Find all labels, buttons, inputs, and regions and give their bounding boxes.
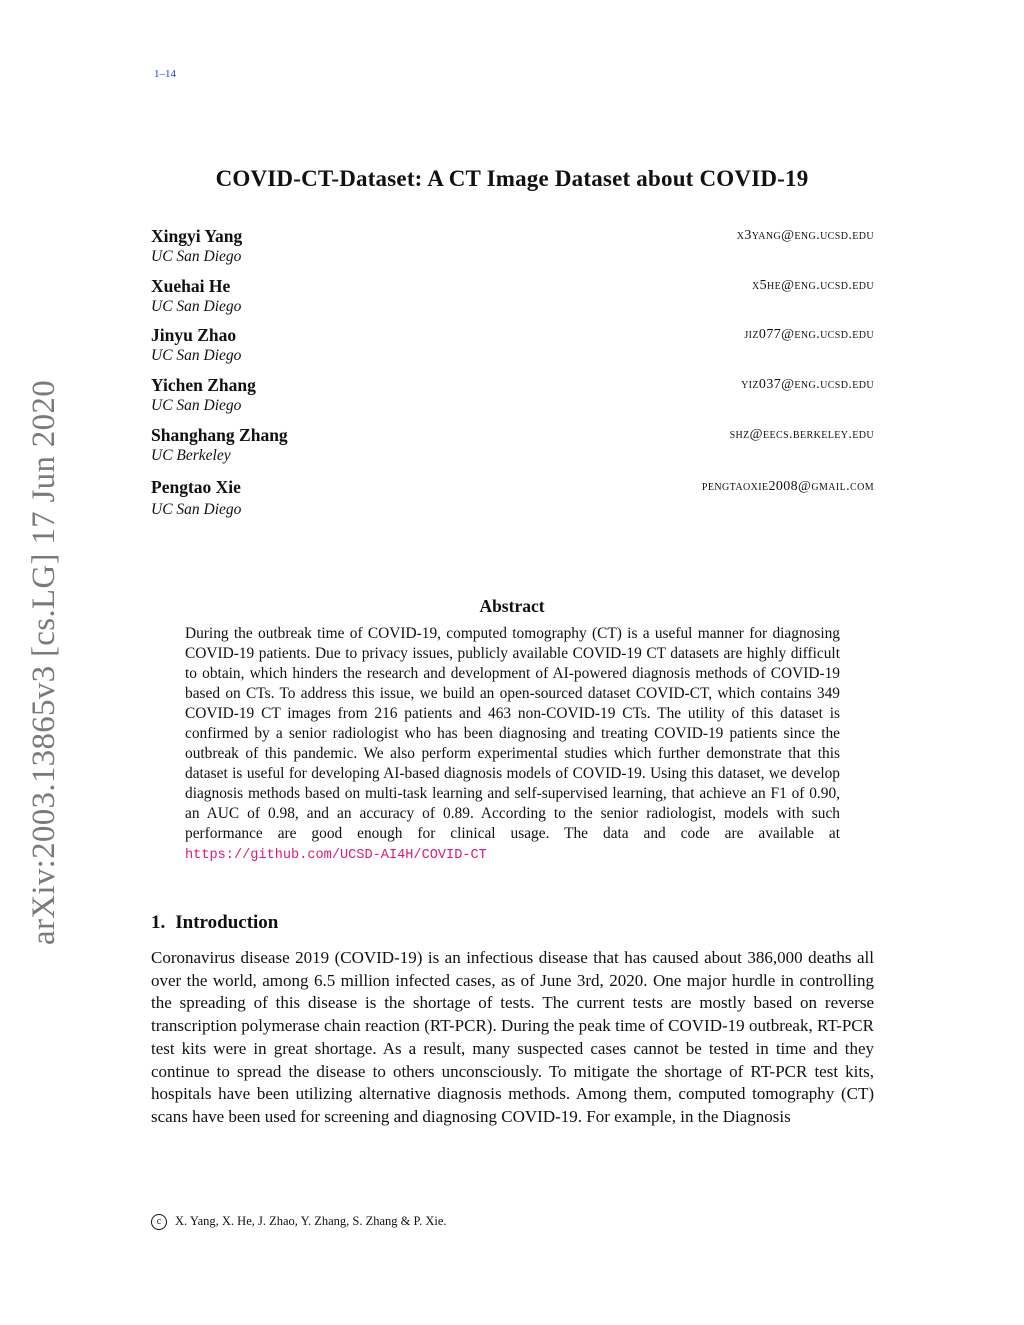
author-email: pengtaoxie2008@gmail.com (701, 479, 874, 494)
abstract-text: During the outbreak time of COVID-19, computed tomography (CT) is a useful manner for diagnosing COVID-19 patients. Due to privacy issues, publicly available COVID-19 CT datasets are highly difficult to obtain, which hinders the research and development of AI-powered diagnosis methods of COVID-19 based on CTs. To address this issue, we build an open-sourced dataset COVID-CT, which contains 349 COVID-19 CT images from 216 patients and 463 non-COVID-19 CTs. The utility of this dataset is confirmed by a senior radiologist who has been diagnosing and treating COVID-19 patients since the outbreak of this pandemic. We also perform experimental studies which further demonstrate that this dataset is useful for developing AI-based diagnosis models of COVID-19. Using this dataset, we develop diagnosis methods based on multi-task learning and self-supervised learning, that achieve an F1 of 0.90, an AUC of 0.98, and an accuracy of 0.89. According to the senior radiologist, models with such performance are good enough for clinical usage. The data and code are available at (185, 625, 840, 842)
author-name: Pengtao Xie (151, 477, 241, 497)
author-name: Yichen Zhang (151, 375, 256, 395)
arxiv-identifier: arXiv:2003.13865v3 [cs.LG] 17 Jun 2020 (26, 379, 62, 945)
author-block (151, 226, 874, 270)
page-range: 1–14 (154, 68, 176, 80)
author-name: Xingyi Yang (151, 226, 243, 246)
author-block (151, 325, 874, 369)
author-name: Shanghang Zhang (151, 425, 288, 445)
section-number: 1. (151, 912, 166, 933)
section-heading (151, 912, 278, 934)
author-block (151, 477, 874, 521)
author-email: yiz037@eng.ucsd.edu (741, 377, 874, 392)
introduction-text: Coronavirus disease 2019 (COVID-19) is an infectious disease that has caused about 386,000 deaths all over the world, among 6.5 million infected cases, as of June 3rd, 2020. One major hurdle in controlling the spreading of this disease is the shortage of tests. The current tests are mostly based on reverse transcription polymerase chain reaction (RT-PCR). During the peak time of COVID-19 outbreak, RT-PCR test kits were in great shortage. As a result, many suspected cases cannot be tested in time and they continue to spread the disease to others unconsciously. To mitigate the shortage of RT-PCR test kits, hospitals have been utilizing alternative diagnosis methods. Among them, computed tomography (CT) scans have been used for screening and diagnosing COVID-19. For example, in the Diagnosis (151, 948, 874, 1126)
author-email: shz@eecs.berkeley.edu (729, 427, 874, 442)
copyright-text: X. Yang, X. He, J. Zhao, Y. Zhang, S. Zhang & P. Xie. (175, 1214, 447, 1228)
author-email: x5he@eng.ucsd.edu (751, 278, 874, 293)
author-affiliation: UC San Diego (151, 347, 242, 364)
author-email: x3yang@eng.ucsd.edu (736, 228, 874, 243)
author-email: jiz077@eng.ucsd.edu (744, 327, 874, 342)
copyright-icon: c (151, 1214, 167, 1230)
abstract-heading: Abstract (479, 596, 545, 616)
abstract-body (185, 624, 840, 866)
author-name: Xuehai He (151, 276, 231, 296)
section-title: Introduction (175, 912, 279, 933)
copyright-line (151, 1214, 447, 1230)
author-block (151, 425, 874, 469)
author-name: Jinyu Zhao (151, 325, 237, 345)
author-affiliation: UC San Diego (151, 298, 242, 315)
author-block (151, 375, 874, 419)
author-affiliation: UC San Diego (151, 397, 242, 414)
author-affiliation: UC San Diego (151, 248, 242, 265)
paper-title: COVID-CT-Dataset: A CT Image Dataset about COVID-19 (215, 166, 809, 191)
code-link[interactable]: https://github.com/UCSD-AI4H/COVID-CT (185, 848, 487, 863)
author-block (151, 276, 874, 320)
author-affiliation: UC San Diego (151, 501, 242, 518)
author-affiliation: UC Berkeley (151, 447, 231, 464)
